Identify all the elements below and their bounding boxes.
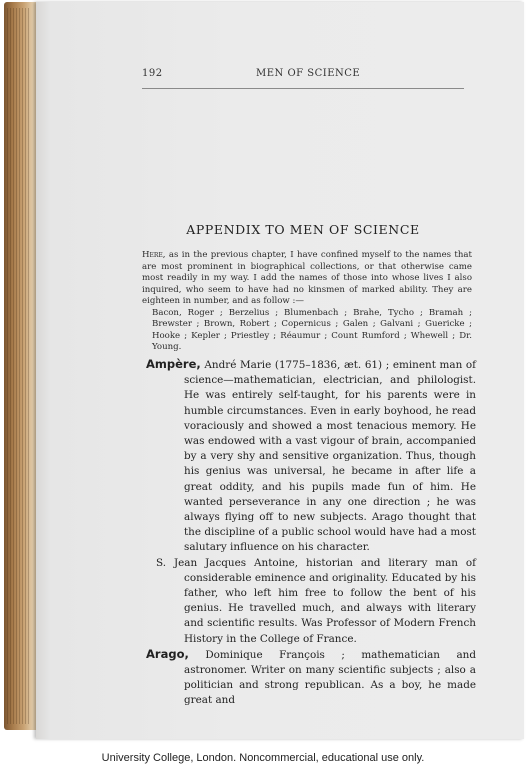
intro-lead-word: Here, [142, 250, 166, 260]
running-head-title: MEN OF SCIENCE [256, 68, 361, 79]
header-rule [142, 88, 464, 89]
appendix-title: APPENDIX TO MEN OF SCIENCE [186, 222, 420, 237]
copyright-footer: University College, London. Noncommercial, educational use only. [101, 752, 425, 764]
names-list: Bacon, Roger ; Berzelius ; Blumenbach ; Brahe, Tycho ; Bramah ; Brewster ; Brown, Robert ; Copernicus ; Galen ; Galvani ; Guericke ; Hooke ; Kepler ; Priestley ; Réaumur ; Count Rumford ; Whewell ; Dr. Young. [152, 307, 472, 352]
intro-paragraph [142, 250, 472, 354]
entry-arago [146, 647, 476, 709]
intro-text [142, 250, 472, 308]
entry-text: Dominique François ; mathematician and astronomer. Writer on many scientific subjects ; also a politician and strong republican. As a boy, he made great and [184, 648, 476, 707]
page-number: 192 [142, 68, 163, 79]
entry-ampere [146, 357, 476, 556]
entry-name: Ampère, [146, 357, 201, 371]
entry-text: André Marie (1775–1836, æt. 61) ; eminent man of science—mathematician, electrician, and philologist. He was entirely self-taught, for his parents were in humble circumstances. Even in early boyhood, he read voraciously and showed a most tenacious memory. He was endowed with a vast vigour of brain, accompanied by a very shy and sensitive organization. Thus, though his genius was universal, he became in after life a great oddity, and his pupils made fun of him. He wanted perseverance in any one direction ; he was always flying off to new subjects. Arago thought that the discipline of a public school would have had a most salutary influence on his character. [184, 359, 476, 554]
entry-name: Arago, [146, 646, 189, 661]
entries-section [146, 357, 476, 709]
sub-entry-ampere-son: S. Jean Jacques Antoine, historian and literary man of considerable eminence and originality. Educated by his father, who left him free to follow the bent of his genius. He travelled much, and always with literary and scientific results. Was Professor of Modern French History in the College of France. [156, 556, 476, 645]
intro-body: as in the previous chapter, I have confined myself to the names that are most prominent in biographical collections, or that otherwise came most readily in my way. I add the names of those into whose lives I also inquired, who seem to have had no kinsmen of marked ability. They are eighteen in number, and as follow :— [142, 250, 472, 306]
book-page-edges [4, 2, 40, 730]
